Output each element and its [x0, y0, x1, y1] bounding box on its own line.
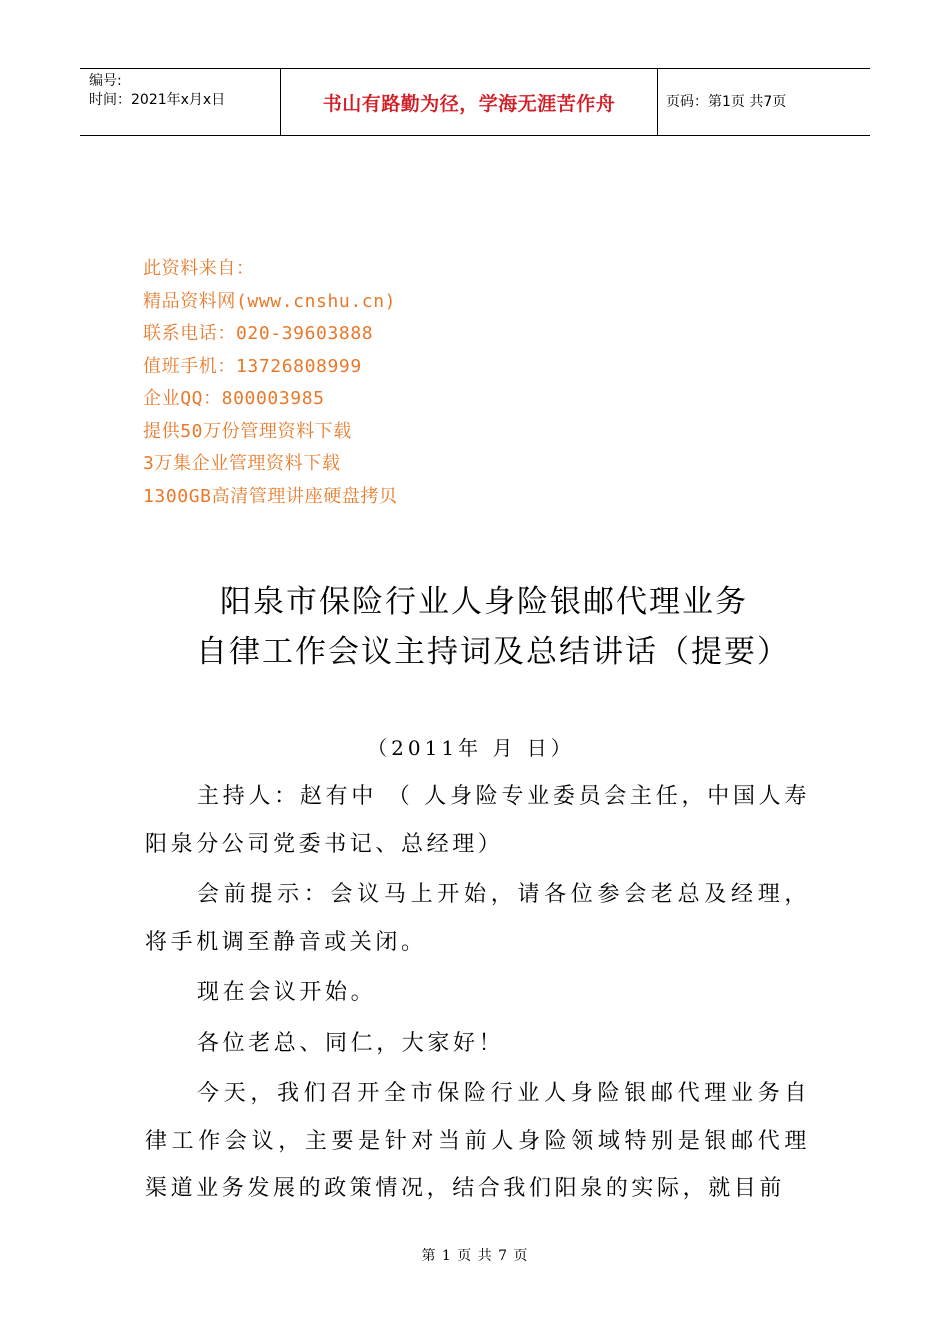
- page-footer: 第 1 页 共 7 页: [421, 1248, 529, 1264]
- source-line: 提供50万份管理资料下载: [143, 420, 352, 442]
- source-line: 企业QQ：800003985: [143, 388, 325, 409]
- document-number-label: 编号:: [89, 73, 122, 89]
- body-paragraph: 现在会议开始。: [197, 980, 377, 1005]
- source-info-block: [143, 253, 398, 513]
- title-line-2: 自律工作会议主持词及总结讲话（提要）: [196, 634, 790, 670]
- header-motto-cell: [281, 69, 658, 135]
- source-line: 精品资料网(www.cnshu.cn): [143, 290, 397, 312]
- header-meta-cell: [80, 69, 281, 135]
- header-motto: 书山有路勤为径，学海无涯苦作舟: [322, 92, 616, 115]
- document-time-label: 时间：2021年x月x日: [89, 92, 226, 108]
- body-paragraph: 今天，我们召开全市保险行业人身险银邮代理业务自律工作会议，主要是针对当前人身险领域特别是银邮代理渠道业务发展的政策情况，结合我们阳泉的实际，就目前: [145, 1081, 810, 1201]
- document-body: [145, 773, 810, 1216]
- source-line: 联系电话：020-39603888: [143, 323, 374, 344]
- document-header-table: [80, 68, 870, 136]
- body-paragraph: 会前提示：会议马上开始，请各位参会老总及经理，将手机调至静音或关闭。: [145, 882, 810, 955]
- header-page-code: 页码：第1页 共7页: [666, 93, 787, 110]
- header-page-cell: [658, 69, 870, 135]
- title-line-1: 阳泉市保险行业人身险银邮代理业务: [220, 584, 748, 620]
- source-line: 3万集企业管理资料下载: [143, 453, 341, 474]
- body-paragraph: 主持人：赵有中 （ 人身险专业委员会主任，中国人寿阳泉分公司党委书记、总经理）: [145, 784, 810, 857]
- source-line: 值班手机：13726808999: [143, 355, 362, 377]
- document-title: [143, 577, 813, 677]
- document-date-line: （2011年 月 日）: [367, 736, 575, 760]
- source-line: 1300GB高清管理讲座硬盘拷贝: [143, 485, 398, 507]
- source-line: 此资料来自：: [143, 258, 255, 279]
- body-paragraph: 各位老总、同仁，大家好！: [197, 1030, 505, 1056]
